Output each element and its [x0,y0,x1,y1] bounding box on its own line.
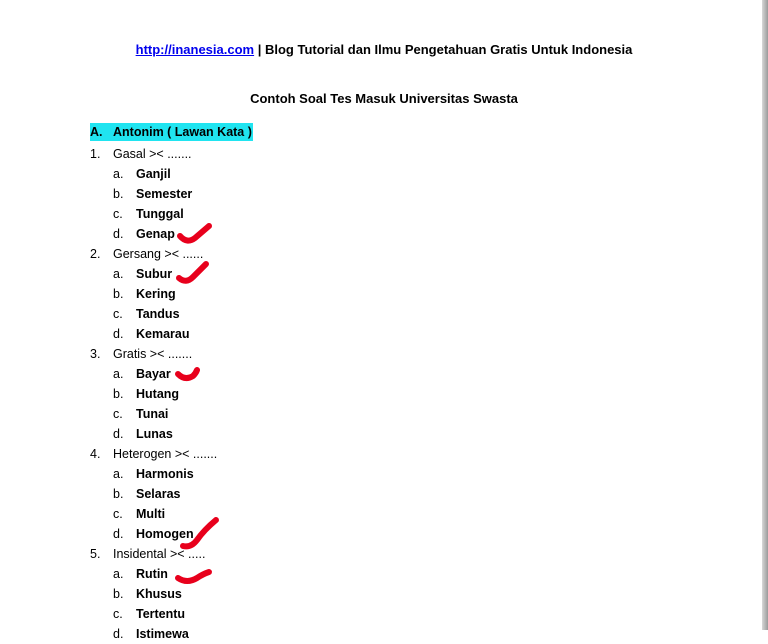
section-letter: A. [90,125,103,139]
section-heading [90,123,253,141]
option-letter: d. [113,327,124,341]
option-letter: a. [113,367,124,381]
header-tagline: Blog Tutorial dan Ilmu Pengetahuan Gratis Untuk Indonesia [264,42,633,57]
answer-option [90,524,217,544]
option-text: Tunai [136,407,169,421]
option-text: Selaras [136,487,181,501]
option-letter: b. [113,187,124,201]
option-text: Kemarau [136,327,190,341]
site-link[interactable]: http://inanesia.com [135,42,255,57]
option-text: Hutang [136,387,180,401]
option-text: Kering [136,287,176,301]
option-text: Lunas [136,427,173,441]
answer-option [90,384,217,404]
option-letter: d. [113,427,124,441]
answer-option [90,184,217,204]
page-header [0,42,768,57]
option-letter: a. [113,167,124,181]
option-letter: b. [113,487,124,501]
answer-option [90,584,217,604]
option-letter: b. [113,387,124,401]
answer-option [90,464,217,484]
option-letter: a. [113,267,124,281]
option-letter: c. [113,307,123,321]
option-text: Rutin [136,567,168,581]
question-item [90,144,217,164]
answer-option [90,304,217,324]
question-prompt: Gratis >< ....... [113,347,193,361]
answer-option [90,484,217,504]
answer-option [90,324,217,344]
question-number: 3. [90,347,101,361]
option-letter: a. [113,567,124,581]
answer-option [90,284,217,304]
option-text: Harmonis [136,467,194,481]
answer-option [90,264,217,284]
document-title: Contoh Soal Tes Masuk Universitas Swasta [250,91,518,106]
option-text: Homogen [136,527,194,541]
option-letter: d. [113,527,124,541]
answer-option [90,404,217,424]
question-number: 5. [90,547,101,561]
option-letter: c. [113,507,123,521]
answer-option [90,224,217,244]
option-letter: b. [113,587,124,601]
option-text: Multi [136,507,166,521]
answer-option [90,564,217,584]
question-prompt: Gersang >< ...... [113,247,204,261]
option-text: Genap [136,227,175,241]
option-text: Ganjil [136,167,171,181]
option-text: Semester [136,187,193,201]
section-label: Antonim ( Lawan Kata ) [113,125,252,139]
option-letter: c. [113,207,123,221]
option-text: Subur [136,267,173,281]
question-prompt: Heterogen >< ....... [113,447,218,461]
option-letter: c. [113,407,123,421]
option-letter: d. [113,227,124,241]
option-text: Tertentu [136,607,186,621]
option-letter: a. [113,467,124,481]
answer-option [90,364,217,384]
option-letter: c. [113,607,123,621]
option-text: Istimewa [136,627,189,641]
option-text: Khusus [136,587,182,601]
question-prompt: Gasal >< ....... [113,147,192,161]
answer-option [90,604,217,624]
option-text: Tunggal [136,207,184,221]
question-number: 1. [90,147,101,161]
question-list [90,144,217,644]
answer-option [90,624,217,644]
option-text: Bayar [136,367,171,381]
question-item [90,444,217,464]
answer-option [90,424,217,444]
question-prompt: Insidental >< ..... [113,547,206,561]
answer-option [90,164,217,184]
question-number: 4. [90,447,101,461]
question-number: 2. [90,247,101,261]
option-text: Tandus [136,307,180,321]
option-letter: b. [113,287,124,301]
option-letter: d. [113,627,124,641]
header-separator: | [254,42,265,57]
